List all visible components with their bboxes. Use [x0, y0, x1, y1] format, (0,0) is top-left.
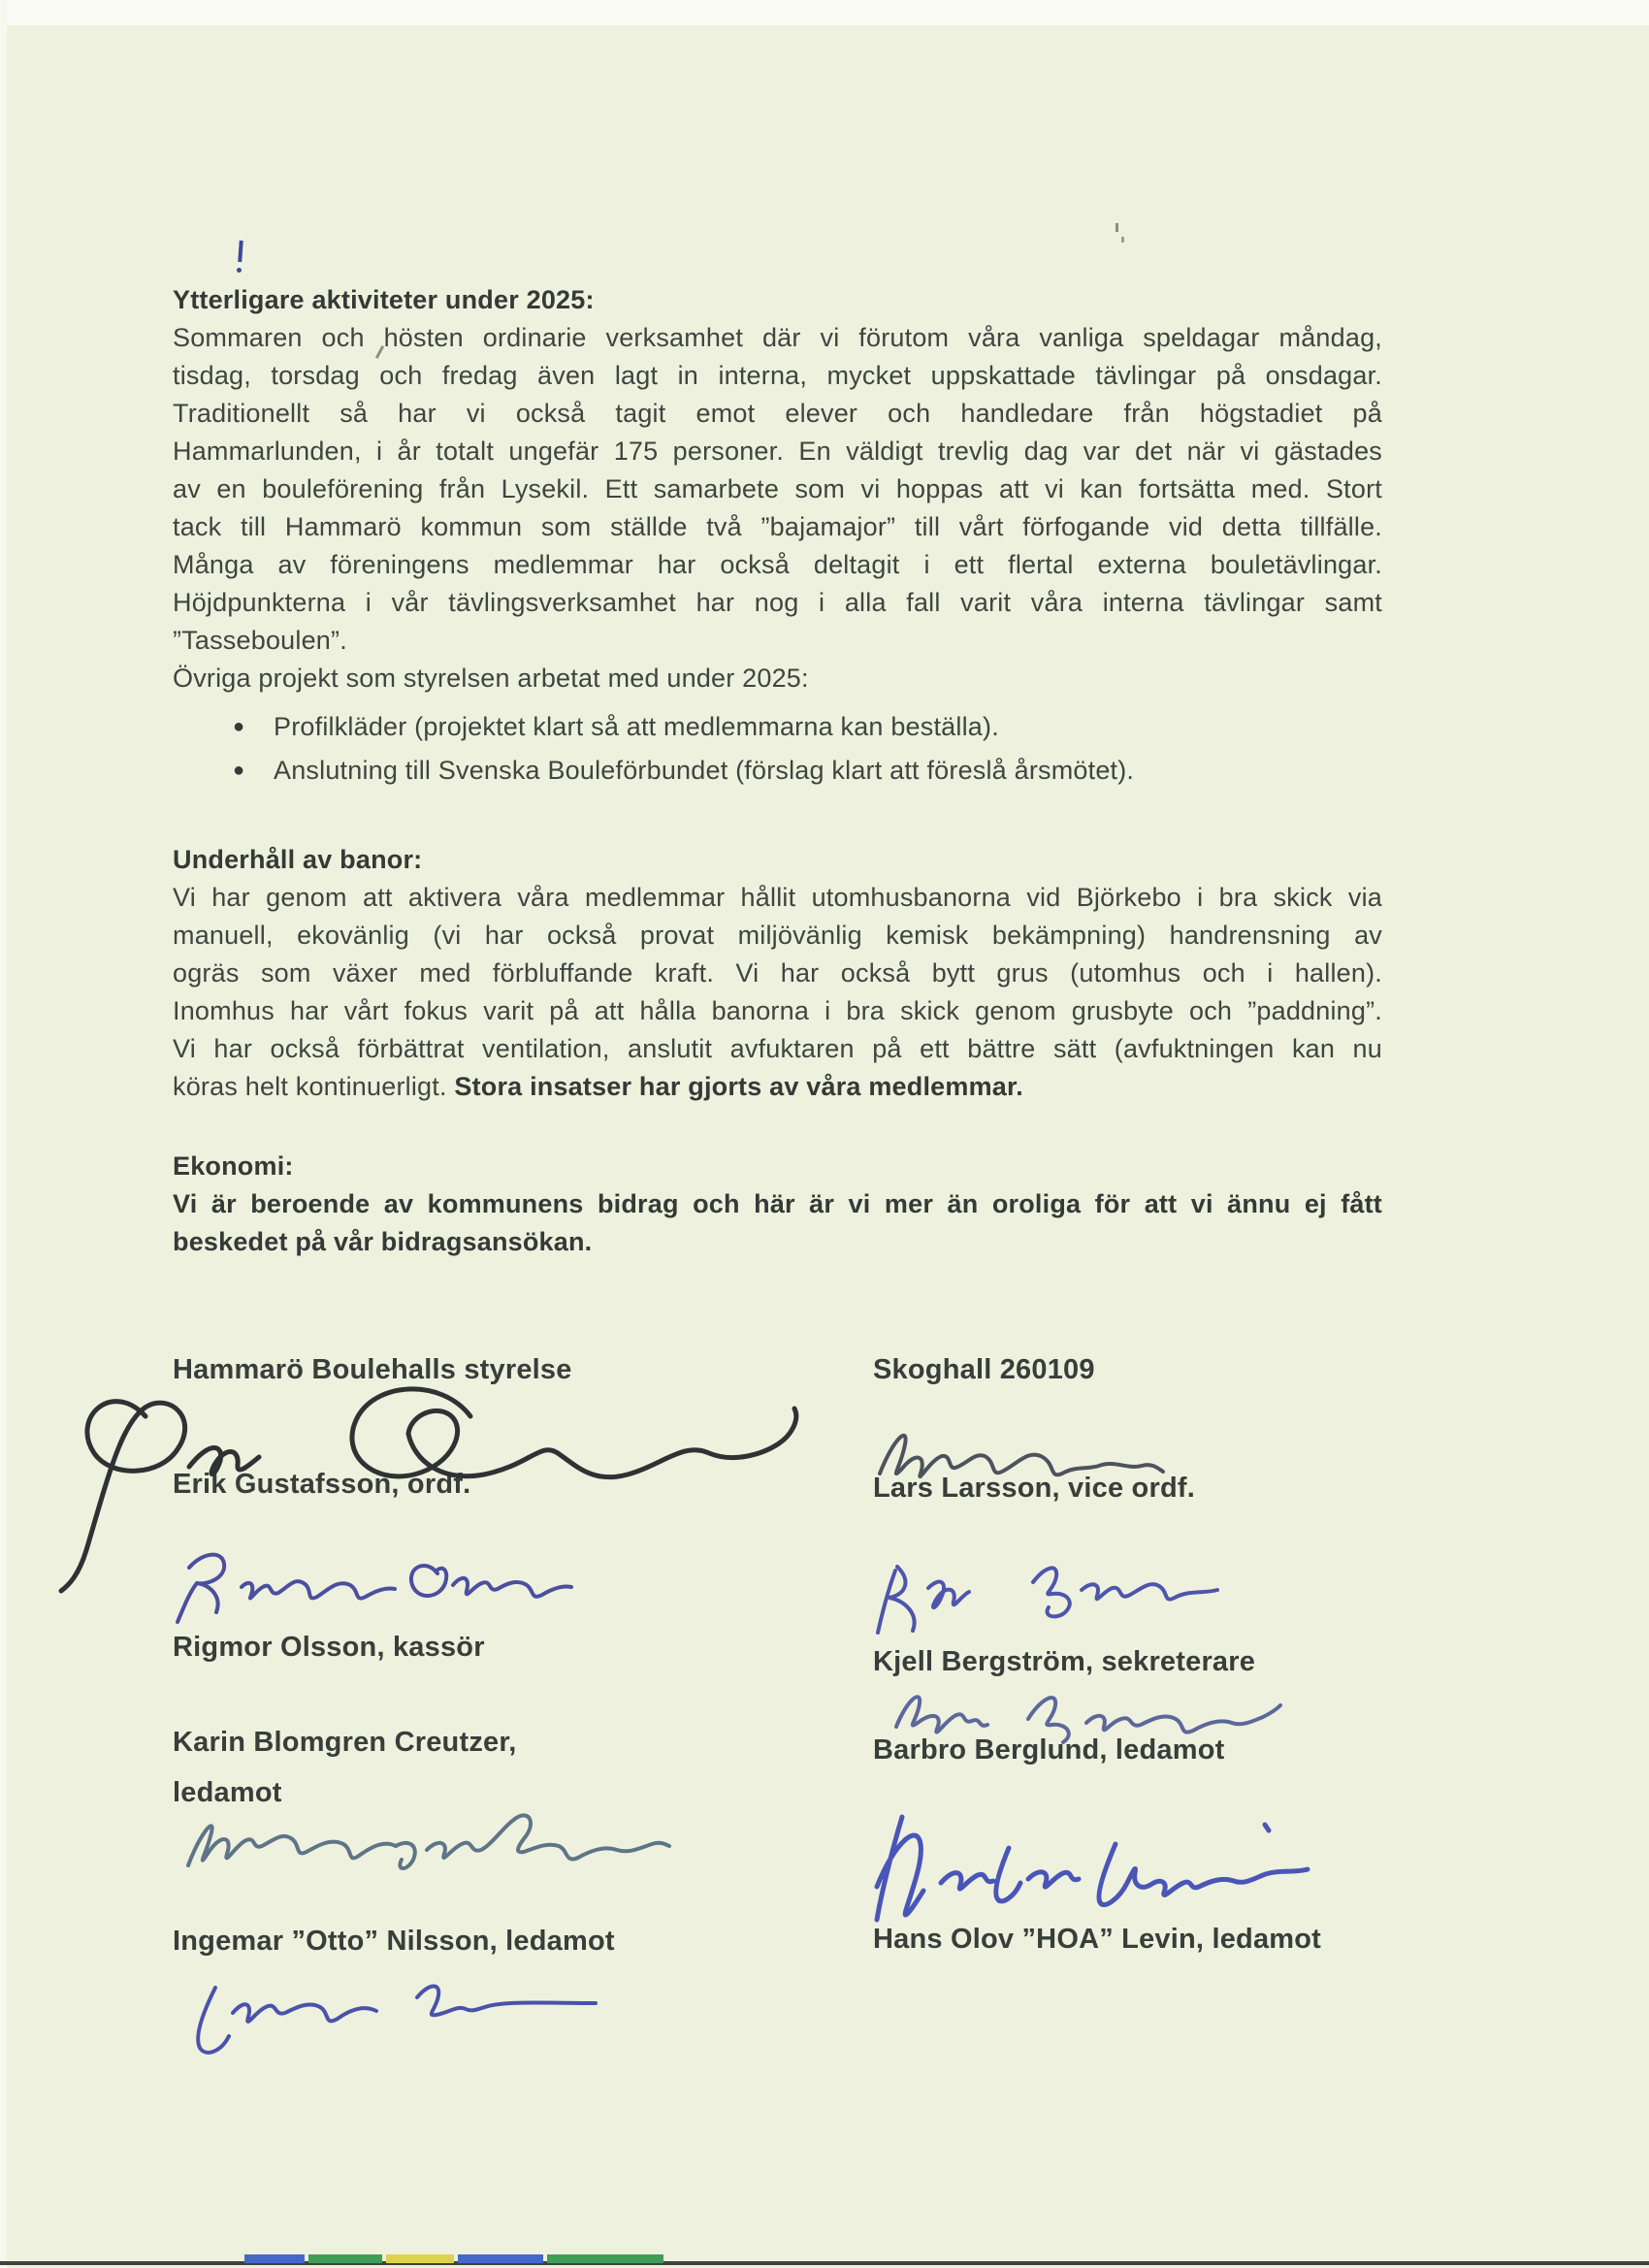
body-line: ogräs som växer med förbluffande kraft. Vi har också bytt grus (utomhus och i hallen). [173, 958, 1382, 988]
body-line: Vi är beroende av kommunens bidrag och här är vi mer än oroliga för att vi ännu ej fått [173, 1189, 1382, 1218]
economy-heading: Ekonomi: [173, 1151, 294, 1181]
signer-label-kjell: Kjell Bergström, sekreterare [873, 1646, 1256, 1677]
body-line: Hammarlunden, i år totalt ungefär 175 personer. En väldigt trevlig dag var det när vi gästades [173, 437, 1382, 466]
signature-ingemar-nilsson [175, 1955, 611, 2066]
body-line: tisdag, torsdag och fredag även lagt in interna, mycket uppskattade tävlingar på onsdagar. [173, 361, 1382, 390]
scan-edge-artifact [244, 2254, 305, 2263]
body-line: Sommaren och hösten ordinarie verksamhet där vi förutom våra vanliga speldagar måndag, [173, 323, 1382, 352]
scanner-edge-top [0, 0, 1649, 25]
body-line: Många av föreningens medlemmar har också deltagit i ett flertal externa bouletävlingar. [173, 550, 1382, 579]
signature-kjell-bergstrom [868, 1538, 1237, 1644]
signature-rigmor-olsson [160, 1531, 587, 1633]
body-line: ”Tasseboulen”. [173, 626, 347, 655]
body-line: manuell, ekovänlig (vi har också provat miljövänlig kemisk bekämpning) handrensning av [173, 921, 1382, 950]
body-line: Vi har också förbättrat ventilation, anslutit avfuktaren på ett bättre sätt (avfuktningen kan nu [173, 1034, 1382, 1063]
signer-label-hans: Hans Olov ”HOA” Levin, ledamot [873, 1924, 1322, 1955]
body-line: Vi har genom att aktivera våra medlemmar hållit utomhusbanorna vid Björkebo i bra skick via [173, 883, 1382, 912]
maintenance-heading: Underhåll av banor: [173, 845, 423, 874]
bullet-icon: ● [233, 760, 245, 781]
signer-label-erik: Erik Gustafsson, ordf. [173, 1469, 471, 1500]
bullet-item [173, 749, 1382, 793]
body-line: av en bouleförening från Lysekil. Ett samarbete som vi hoppas att vi kan fortsätta med. Stort [173, 474, 1382, 503]
signer-label-rigmor: Rigmor Olsson, kassör [173, 1632, 485, 1663]
signature-right-header: Skoghall 260109 [873, 1354, 1095, 1385]
signature-karin-blomgren-creutzer [165, 1790, 679, 1892]
signer-label-ingemar: Ingemar ”Otto” Nilsson, ledamot [173, 1926, 615, 1957]
body-text: köras helt kontinuerligt. [173, 1072, 455, 1101]
pencil-mark [1116, 223, 1118, 232]
signer-label-karin-line1: Karin Blomgren Creutzer, [173, 1727, 517, 1758]
scanner-edge-left [0, 0, 7, 2268]
bullet-icon: ● [233, 716, 245, 737]
bullet-text: Profilkläder (projektet klart så att medlemmarna kan beställa). [274, 712, 999, 741]
body-line: Inomhus har vårt fokus varit på att hålla banorna i bra skick genom grusbyte och ”paddning”. [173, 996, 1382, 1025]
scan-edge-artifact [547, 2254, 663, 2263]
body-text-bold: Stora insatser har gjorts av våra medlemmar. [454, 1072, 1023, 1101]
ink-mark [238, 241, 243, 262]
body-line: beskedet på vår bidragsansökan. [173, 1227, 593, 1256]
signature-barbro-berglund [873, 1667, 1290, 1754]
body-line [173, 1068, 1382, 1106]
body-line: Höjdpunkterna i vår tävlingsverksamhet har nog i alla fall varit våra interna tävlingar samt [173, 588, 1382, 617]
bullet-text: Anslutning till Svenska Bouleförbundet (förslag klart att föreslå årsmötet). [274, 756, 1135, 785]
scan-edge-artifact [308, 2254, 382, 2263]
bullet-item [173, 705, 1382, 749]
signer-label-karin-line2: ledamot [173, 1777, 282, 1808]
signature-left-header: Hammarö Boulehalls styrelse [173, 1354, 572, 1385]
scan-edge-artifact [458, 2254, 543, 2263]
document-body [173, 281, 1382, 1261]
ink-mark [237, 268, 242, 273]
signer-label-barbro: Barbro Berglund, ledamot [873, 1734, 1225, 1766]
projects-intro-line: Övriga projekt som styrelsen arbetat med under 2025: [173, 664, 809, 693]
signature-lars-larsson [866, 1411, 1186, 1494]
pencil-mark [1121, 237, 1124, 243]
body-line: tack till Hammarö kommun som ställde två ”bajamajor” till vårt förfogande vid detta tillfälle. [173, 512, 1382, 541]
activities-heading: Ytterligare aktiviteter under 2025: [173, 285, 595, 314]
body-line: Traditionellt så har vi också tagit emot elever och handledare från högstadiet på [173, 399, 1382, 428]
scan-edge-artifact [386, 2254, 454, 2263]
signer-label-lars: Lars Larsson, vice ordf. [873, 1473, 1195, 1504]
signature-hans-levin [863, 1790, 1358, 1935]
